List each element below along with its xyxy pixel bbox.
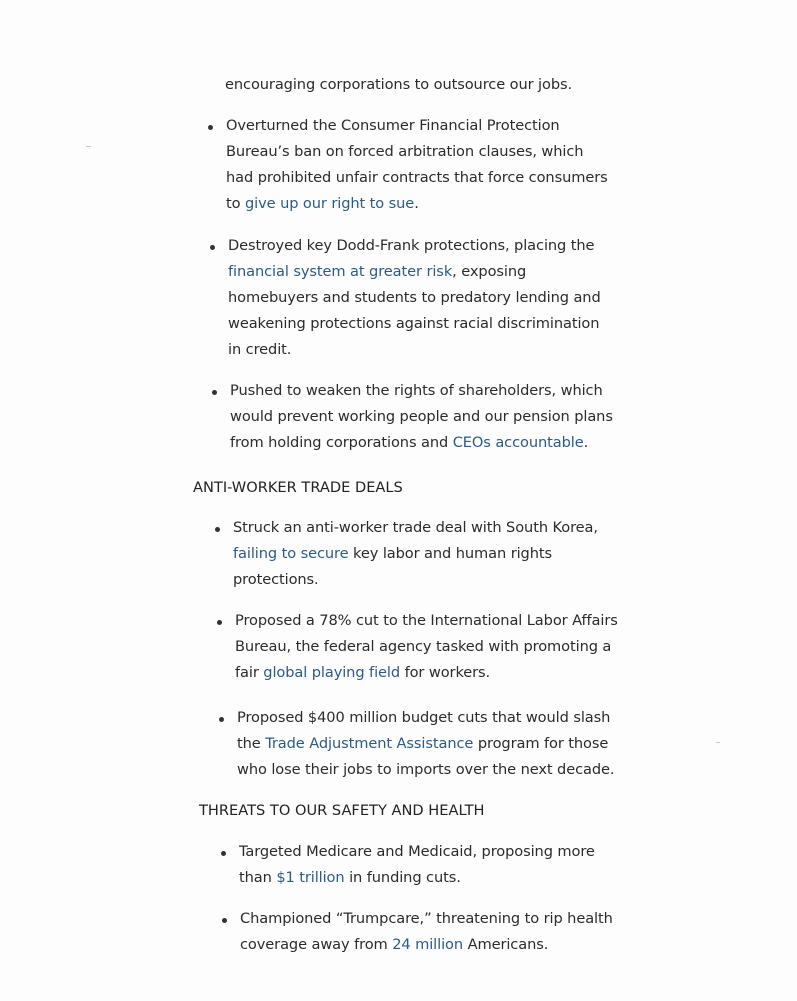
- item-text-end: key labor and human rights protections.: [233, 545, 552, 588]
- item-text-end: Americans.: [463, 936, 549, 953]
- bullet-icon: [215, 527, 220, 532]
- list-item: [230, 378, 615, 456]
- bullet-icon: [210, 245, 215, 250]
- item-text-end: .: [583, 434, 589, 451]
- item-text: Struck an anti-worker trade deal with South Korea,: [233, 519, 598, 536]
- source-link[interactable]: Trade Adjustment Assistance: [265, 735, 474, 752]
- bullet-icon: [222, 918, 227, 923]
- scan-mark: [716, 742, 720, 743]
- item-text-end: for workers.: [400, 664, 491, 681]
- source-link[interactable]: 24 million: [392, 936, 464, 953]
- source-link[interactable]: failing to secure: [233, 545, 349, 562]
- item-text-end: in funding cuts.: [344, 869, 461, 886]
- list-item: [228, 233, 613, 363]
- item-text: Destroyed key Dodd-Frank protections, placing the: [228, 237, 595, 254]
- list-item: [239, 839, 624, 891]
- bullet-icon: [219, 717, 224, 722]
- list-item: [235, 608, 620, 686]
- continuation-paragraph: [225, 72, 625, 98]
- item-text: Overturned the Consumer Financial Protection Bureau’s ban on forced arbitration clauses, which had prohibited unfair contracts that force consumers to: [226, 117, 608, 212]
- bullet-icon: [221, 851, 226, 856]
- item-text: Pushed to weaken the rights of shareholders, which would prevent working people and our pension plans from holding corporations and: [230, 382, 613, 451]
- list-item: [226, 113, 611, 217]
- item-text: Targeted Medicare and Medicaid, proposing more than: [239, 843, 595, 886]
- source-link[interactable]: global playing field: [263, 664, 401, 681]
- bullet-icon: [212, 390, 217, 395]
- section-heading: THREATS TO OUR SAFETY AND HEALTH: [199, 802, 485, 819]
- scan-mark: [86, 146, 91, 147]
- item-text: Championed “Trumpcare,” threatening to rip health coverage away from: [240, 910, 613, 953]
- continuation-text: encouraging corporations to outsource our jobs.: [225, 76, 573, 93]
- item-text: Proposed a 78% cut to the International Labor Affairs Bureau, the federal agency tasked with promoting a fair: [235, 612, 618, 681]
- item-text: Proposed $400 million budget cuts that would slash the: [237, 709, 611, 752]
- source-link[interactable]: financial system at greater risk: [228, 263, 453, 280]
- bullet-icon: [208, 125, 213, 130]
- item-text-end: .: [414, 195, 419, 212]
- list-item: [240, 906, 625, 958]
- item-text-end: program for those who lose their jobs to imports over the next decade.: [237, 735, 615, 778]
- bullet-icon: [217, 620, 222, 625]
- item-text-end: , exposing homebuyers and students to predatory lending and weakening protections against racial discrimination in credit.: [228, 263, 601, 358]
- source-link[interactable]: CEOs accountable: [452, 434, 584, 451]
- list-item: [233, 515, 618, 593]
- list-item: [237, 705, 622, 783]
- source-link[interactable]: $1 trillion: [276, 869, 345, 886]
- source-link[interactable]: give up our right to sue: [245, 195, 415, 212]
- section-heading: ANTI-WORKER TRADE DEALS: [193, 479, 403, 496]
